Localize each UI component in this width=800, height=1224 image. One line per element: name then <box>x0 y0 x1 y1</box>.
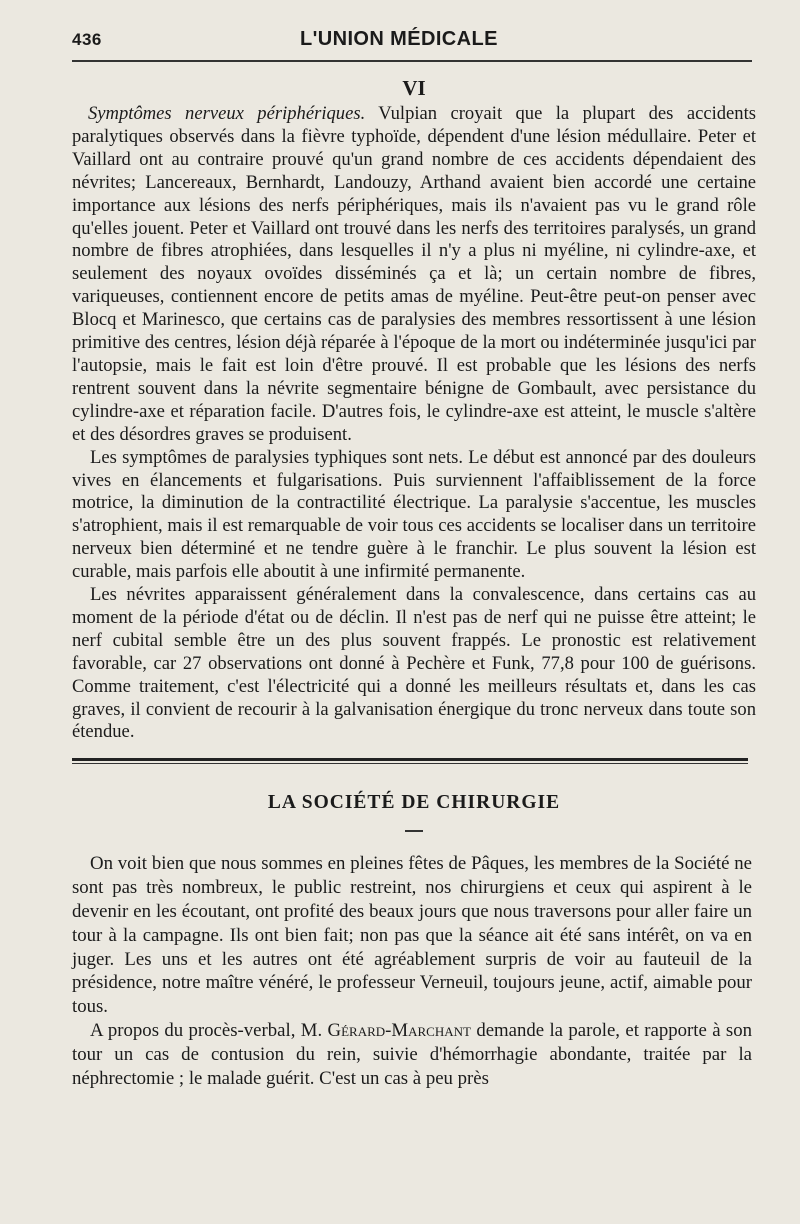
section-body <box>72 103 756 744</box>
page-number: 436 <box>72 30 102 49</box>
section-paragraph-3: Les névrites apparaissent généralement dans la convalescence, dans certains cas au moment de la période d'état ou de déclin. Il n'est pas de nerf qui ne puisse être atteint; le nerf cubital semble être un des plus souvent frappés. Le pronostic est relativement favorable, car 27 observations ont donné à Pechère et Funk, 77,8 pour 100 de guérisons. Comme traitement, c'est l'électricité qui a donné les meilleurs résultats et, dans les cas graves, il convient de recourir à la galvanisation énergique du tronc nerveux dans toute son étendue. <box>72 584 756 743</box>
section-divider <box>72 758 748 764</box>
article-paragraph-1: On voit bien que nous sommes en pleines fêtes de Pâques, les membres de la Société ne sont pas très nombreux, le public restreint, nos chirurgiens et ceux qui aspirent à le devenir en les écoutant, ont profité des beaux jours que nous traversons pour aller faire un tour à la campagne. Ils ont bien fait; non pas que la séance ait été sans intérêt, on va en juger. Les uns et les autres ont été agréablement surpris de voir au fauteuil de la présidence, notre maître vénéré, le professeur Verneuil, toujours jeune, actif, aimable pour tous. <box>72 853 752 1018</box>
section-paragraph-1 <box>72 103 756 447</box>
article-paragraph-2 <box>72 1019 752 1090</box>
article-paragraph-2-before: A propos du procès-verbal, M. <box>90 1019 323 1041</box>
surgeon-name: Gérard-Marchant <box>327 1019 471 1041</box>
running-header <box>72 22 756 58</box>
article-body <box>72 852 756 1090</box>
section-paragraph-1-text: Vulpian croyait que la plupart des accidents paralytiques observés dans la fièvre typhoïde, dépendent d'une lésion médullaire. Peter et Vaillard ont au contraire prouvé qu'un grand nombre de ces accidents dépendaient des névrites; Lancereaux, Bernhardt, Landouzy, Arthand avaient bien accordé une certaine importance aux lésions des nerfs périphériques, mais ils n'avaient pas vu le grand rôle qu'elles jouent. Peter et Vaillard ont trouvé dans les nerfs des territoires paralysés, un grand nombre de fibres atrophiées, dans lesquelles il n'y a plus ni myéline, ni cylindre-axe, et seulement des noyaux ovoïdes disséminés ça et là; un certain nombre de fibres, variqueuses, contiennent encore de petits amas de myéline. Peut-être peut-on penser avec Blocq et Marinesco, que certains cas de paralysies des membres ressortissent à une lésion primitive des centres, lésion déjà réparée à l'époque de la mort ou indéterminée jusqu'ici par l'autopsie, mais le fait est loin d'être prouvé. Il est probable que les lésions des nerfs rentrent souvent dans la névrite segmentaire bénigne de Gombault, avec persistance du cylindre-axe et réparation facile. D'autres fois, le cylindre-axe est atteint, le muscle s'altère et des désordres graves se produisent. <box>72 103 756 445</box>
article-title: LA SOCIÉTÉ DE CHIRURGIE <box>267 792 561 814</box>
header-rule <box>72 60 752 62</box>
divider-thick-line <box>72 758 748 761</box>
section-lead: Symptômes nerveux périphériques. <box>88 103 366 124</box>
running-title: L'UNION MÉDICALE <box>300 28 498 50</box>
divider-thin-line <box>72 763 748 764</box>
article-paragraph-2-after: demande la parole, et rapporte à son tour un cas de contusion du rein, suivie d'hémorrhagie abondante, traitée par la néphrectomie ; le malade guérit. C'est un cas à peu près <box>72 1019 752 1089</box>
title-dash <box>405 830 423 832</box>
section-paragraph-2: Les symptômes de paralysies typhiques sont nets. Le début est annoncé par des douleurs vives en élancements et fulgarisations. Puis surviennent l'affaiblissement de la force motrice, la diminution de la contractilité électrique. La paralysie s'accentue, les muscles s'atrophient, mais il est remarquable de voir tous ces accidents se localiser dans un territoire nerveux bien déterminé et ne tendre guère à le franchir. Le plus souvent la lésion est curable, mais parfois elle aboutit à une infirmité permanente. <box>72 446 756 583</box>
section-numeral: VI <box>402 76 426 100</box>
